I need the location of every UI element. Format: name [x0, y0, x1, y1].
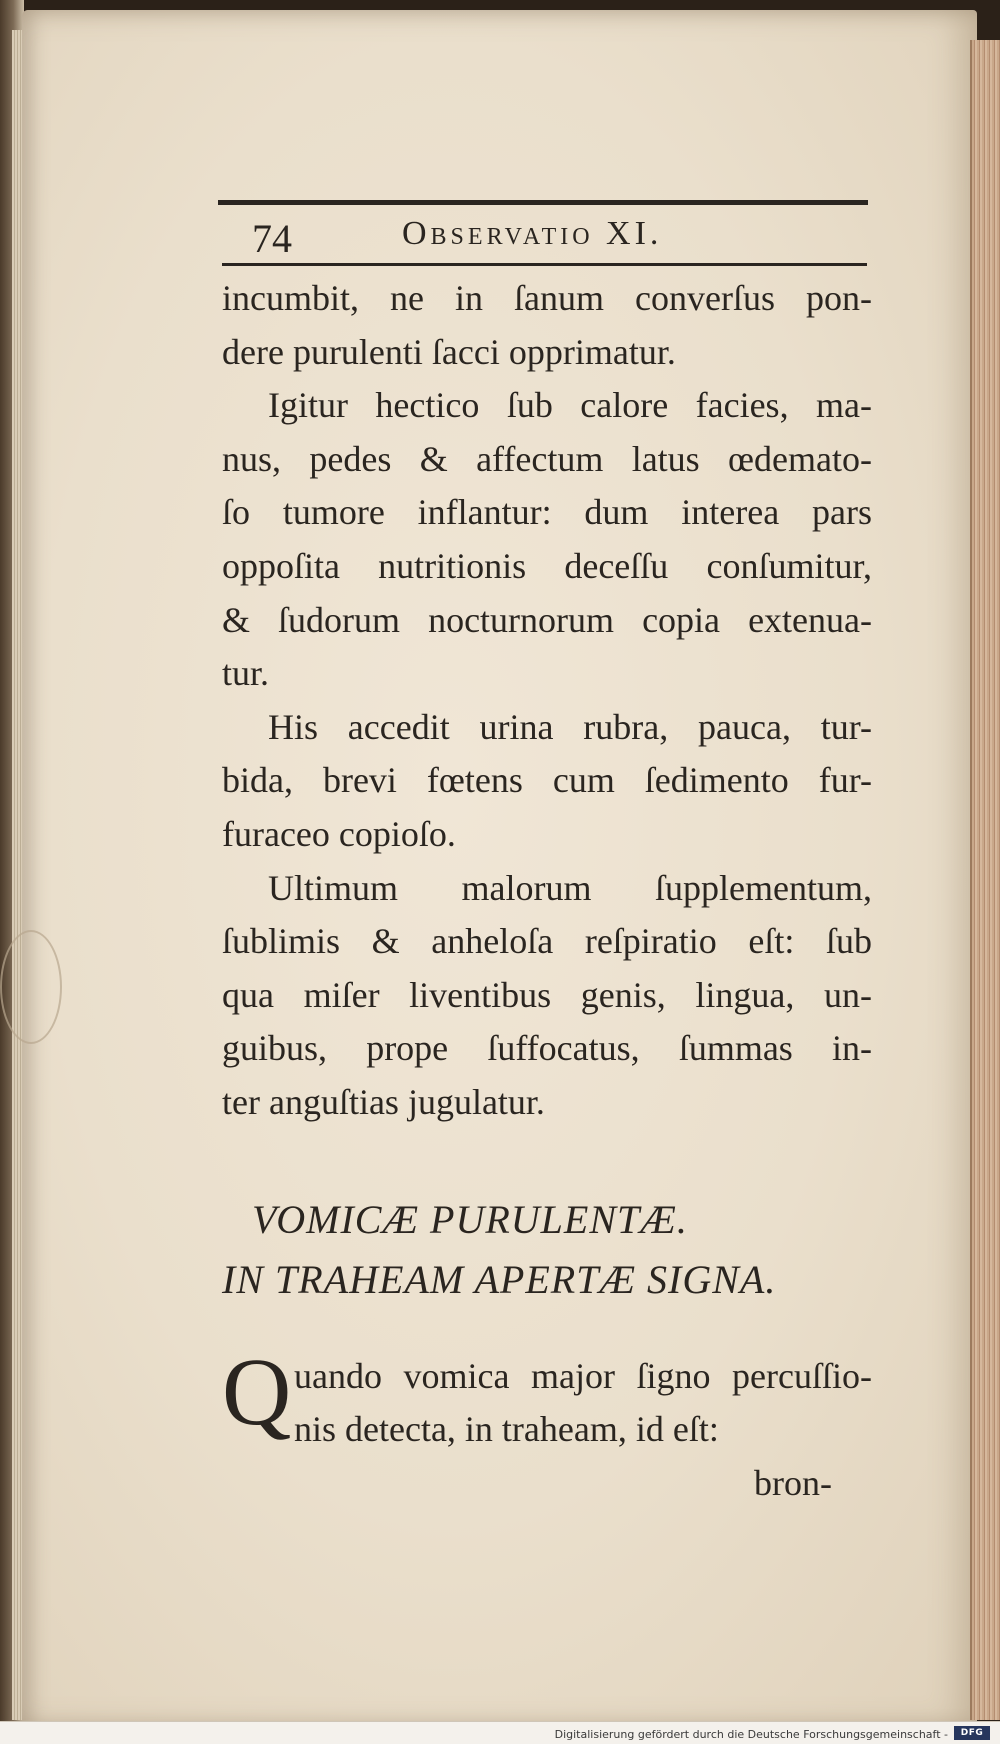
final-paragraph	[222, 1337, 872, 1457]
body-text	[222, 272, 872, 1130]
dfg-logo: DFG	[954, 1726, 990, 1740]
text-line: Ultimum malorum ſupplementum,	[268, 867, 872, 908]
text-line: bida, brevi fœtens cum ſedimento fur-	[222, 760, 872, 801]
margin-ring-mark	[0, 930, 62, 1044]
text-line: nus, pedes & affectum latus œdemato-	[222, 438, 872, 479]
header-bottom-rule	[222, 263, 867, 266]
text-line: ſublimis & anheloſa reſpiratio eſt: ſub	[222, 921, 872, 962]
running-head: Observatio XI.	[402, 215, 663, 252]
text-line: furaceo copioſo.	[222, 813, 456, 854]
paragraph	[222, 272, 872, 379]
section-heading	[222, 1190, 872, 1310]
text-line: uando vomica major ſigno percuſſio-	[294, 1355, 872, 1396]
section-heading-line-1: VOMICÆ PURULENTÆ.	[252, 1196, 688, 1242]
text-line: nis detecta, in traheam, id eſt:	[294, 1409, 719, 1450]
paragraph	[222, 379, 872, 701]
text-line: tur.	[222, 653, 270, 694]
footer-band	[0, 1721, 1000, 1744]
page-header	[222, 205, 872, 263]
text-line: ſo tumore inflantur: dum interea pars	[222, 492, 872, 533]
text-line: & ſudorum nocturnorum copia extenua-	[222, 599, 872, 640]
text-line: oppoſita nutritionis deceſſu conſumitur,	[222, 545, 872, 586]
text-line: qua miſer liventibus genis, lingua, un-	[222, 974, 872, 1015]
paragraph	[222, 701, 872, 862]
right-page-stack	[970, 40, 1000, 1720]
drop-cap: Q	[222, 1337, 292, 1445]
text-line: ter anguſtias jugulatur.	[222, 1081, 545, 1122]
text-line: dere purulenti ſacci opprimatur.	[222, 331, 676, 372]
text-line: incumbit, ne in ſanum converſus pon-	[222, 278, 872, 318]
page-text-block	[222, 200, 872, 1510]
text-line: guibus, prope ſuffocatus, ſummas in-	[222, 1028, 872, 1069]
text-line: His accedit urina rubra, pauca, tur-	[268, 706, 872, 747]
catchword: bron-	[754, 1462, 832, 1503]
paragraph	[222, 862, 872, 1130]
page-number: 74	[252, 216, 292, 261]
digitization-credit: Digitalisierung gefördert durch die Deutsche Forschungsgemeinschaft -	[554, 1728, 948, 1741]
text-line: Igitur hectico ſub calore facies, ma-	[268, 385, 872, 426]
section-heading-line-2: IN TRAHEAM APERTÆ SIGNA.	[222, 1256, 777, 1302]
